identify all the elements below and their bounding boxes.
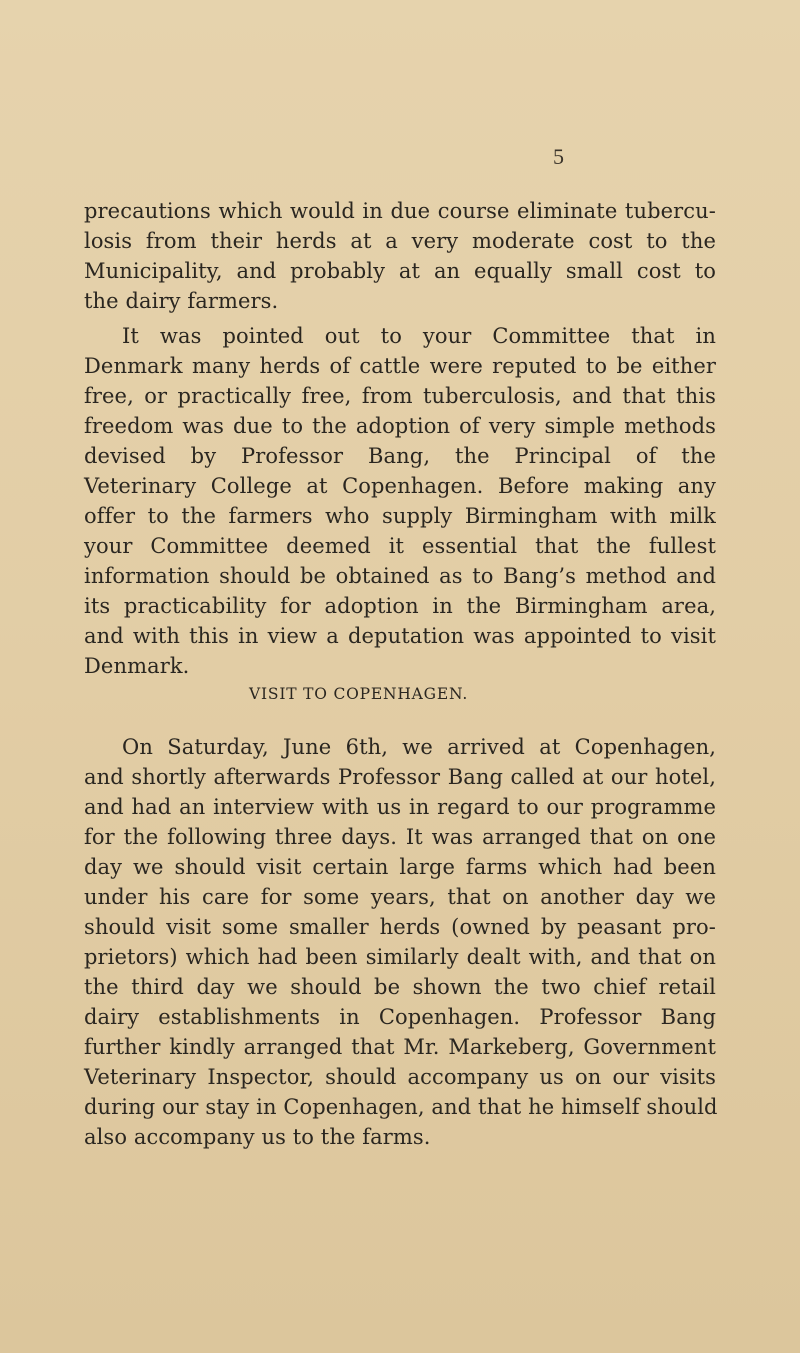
text-line: freedom was due to the adoption of very simple methods (84, 414, 716, 438)
text-line: and had an interview with us in regard to our programme (84, 795, 716, 819)
text-line: its practicability for adoption in the Birmingham area, (84, 594, 716, 618)
text-line: On Saturday, June 6th, we arrived at Copenhagen, (122, 735, 716, 759)
text-line: also accompany us to the farms. (84, 1125, 431, 1149)
text-line: during our stay in Copenhagen, and that he himself should (84, 1095, 718, 1119)
text-line: should visit some smaller herds (owned by peasant pro- (84, 915, 716, 939)
text-line: day we should visit certain large farms which had been (84, 855, 716, 879)
text-line: your Committee deemed it essential that the fullest (84, 534, 716, 558)
text-line: prietors) which had been similarly dealt with, and that on (84, 945, 716, 969)
text-line: further kindly arranged that Mr. Markeberg, Government (84, 1035, 716, 1059)
text-line: Municipality, and probably at an equally small cost to (84, 259, 716, 283)
text-line: precautions which would in due course eliminate tubercu- (84, 199, 716, 223)
text-line: and with this in view a deputation was appointed to visit (84, 624, 716, 648)
text-line: the third day we should be shown the two chief retail (84, 975, 716, 999)
text-line: and shortly afterwards Professor Bang called at our hotel, (84, 765, 716, 789)
text-line: information should be obtained as to Bang’s method and (84, 564, 716, 588)
text-line: losis from their herds at a very moderate cost to the (84, 229, 716, 253)
paragraph-copenhagen-visit (84, 732, 716, 1152)
text-line: It was pointed out to your Committee that in (122, 324, 716, 348)
text-line: devised by Professor Bang, the Principal of the (84, 444, 716, 468)
text-line: offer to the farmers who supply Birmingham with milk (84, 504, 716, 528)
paragraph-precautions (84, 196, 716, 316)
section-heading: VISIT TO COPENHAGEN. (249, 685, 469, 703)
page-number: 5 (553, 144, 564, 169)
text-line: Denmark. (84, 654, 190, 678)
paragraph-denmark (84, 321, 716, 681)
text-line: Veterinary Inspector, should accompany us on our visits (84, 1065, 716, 1089)
text-line: dairy establishments in Copenhagen. Professor Bang (84, 1005, 716, 1029)
text-line: for the following three days. It was arranged that on one (84, 825, 716, 849)
text-line: under his care for some years, that on another day we (84, 885, 716, 909)
text-line: Denmark many herds of cattle were reputed to be either (84, 354, 716, 378)
text-line: the dairy farmers. (84, 289, 279, 313)
text-line: Veterinary College at Copenhagen. Before making any (84, 474, 716, 498)
text-line: free, or practically free, from tuberculosis, and that this (84, 384, 716, 408)
